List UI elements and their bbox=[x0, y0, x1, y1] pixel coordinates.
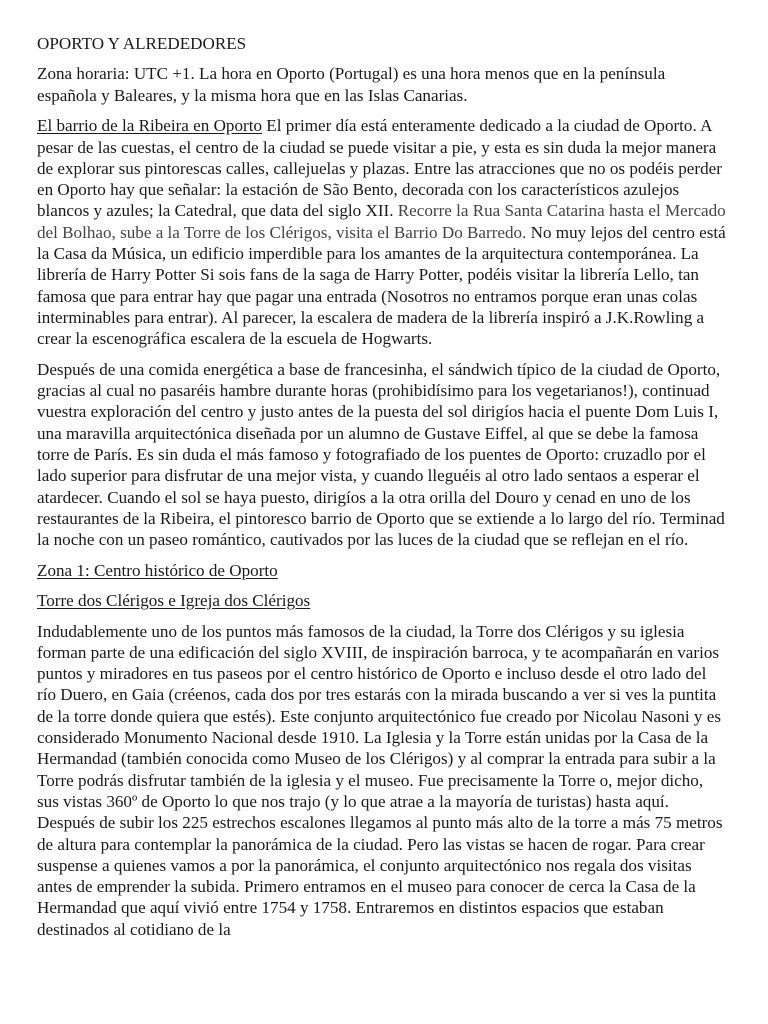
ribeira-paragraph bbox=[37, 115, 728, 349]
torre-heading-link[interactable]: Torre dos Clérigos e Igreja dos Clérigos bbox=[37, 591, 311, 611]
torre-body-paragraph: Indudablemente uno de los puntos más famosos de la ciudad, la Torre dos Clérigos y su iglesia forman parte de una edificación del siglo XVIII, de inspiración barroca, y te acompañarán en varios puntos y miradores en tus paseos por el centro histórico de Oporto e incluso desde el otro lado del río Duero, en Gaia (créenos, cada dos por tres estarás con la mirada buscando a ver si ves la puntita de la torre donde quiera que estés). Este conjunto arquitectónico fue creado por Nicolau Nasoni y es considerado Monumento Nacional desde 1910. La Iglesia y la Torre están unidas por la Casa de la Hermandad (también conocida como Museo de los Clérigos) y al comprar la entrada para subir a la Torre podrás disfrutar también de la iglesia y el museo. Fue precisamente la Torre o, mejor dicho, sus vistas 360º de Oporto lo que nos trajo (y lo que atrae a la mayoría de turistas) hasta aquí. Después de subir los 225 estrechos escalones llegamos al punto más alto de la torre a más 75 metros de altura para contemplar la panorámica de la ciudad. Pero las vistas se hacen de rogar. Para crear suspense a quienes vamos a por la panorámica, el conjunto arquitectónico nos regala dos visitas antes de emprender la subida. Primero entramos en el museo para conocer de cerca la Casa de la Hermandad que aquí vivió entre 1754 y 1758. Entraremos en distintos espacios que estaban destinados al cotidiano de la bbox=[37, 621, 723, 939]
document-title: OPORTO Y ALREDEDORES bbox=[37, 34, 247, 53]
timezone-paragraph: Zona horaria: UTC +1. La hora en Oporto (Portugal) es una hora menos que en la península española y Baleares, y la misma hora que en las Islas Canarias. bbox=[37, 64, 666, 105]
ribeira-text-after: No muy lejos del centro está la Casa da Música, un edificio imperdible para los amantes de la arquitectura contemporánea. La librería de Harry Potter Si sois fans de la saga de Harry Potter, podéis visitar la librería Lello, tan famosa que para entrar hay que pagar una entrada (Nosotros no entramos porque eran unas colas interminables para entrar). Al parecer, la escalera de madera de la librería inspiró a J.K.Rowling a crear la escenográfica escalera de la escuela de Hogwarts. bbox=[37, 222, 726, 349]
ribeira-link[interactable]: El barrio de la Ribeira en Oporto bbox=[37, 116, 262, 136]
zone-heading-link[interactable]: Zona 1: Centro histórico de Oporto bbox=[37, 560, 278, 580]
francesinha-paragraph: Después de una comida energética a base de francesinha, el sándwich típico de la ciudad de Oporto, gracias al cual no pasaréis hambre durante horas (prohibidísimo para los vegetarianos!), continuad vuestra exploración del centro y justo antes de la puesta del sol dirigíos hacia el puente Dom Luis I, una maravilla arquitectónica diseñada por un alumno de Gustave Eiffel, al que se debe la famosa torre de París. Es sin duda el más famoso y fotografiado de los puentes de Oporto: cruzadlo por el lado superior para disfrutar de una mejor vista, y cuando lleguéis al otro lado sentaos a esperar el atardecer. Cuando el sol se haya puesto, dirigíos a la otra orilla del Douro y cenad en uno de los restaurantes de la Ribeira, el pintoresco barrio de Oporto que se extiende a lo largo del río. Terminad la noche con un paseo romántico, cautivados por las luces de la ciudad que se reflejan en el río. bbox=[37, 359, 725, 550]
zone-heading-paragraph bbox=[37, 560, 728, 581]
torre-heading-paragraph bbox=[37, 590, 728, 611]
ribeira-text-before: El primer día está enteramente dedicado a la ciudad de Oporto. A pesar de las cuestas, el centro de la ciudad se puede visitar a pie, y esta es sin duda la mejor manera de explorar sus pintorescas calles, callejuelas y plazas. Entre las atracciones que no os podéis perder en Oporto hay que señalar: la estación de São Bento, decorada con los característicos azulejos blancos y azules; la Catedral, que data del siglo XII. bbox=[37, 116, 722, 221]
ribeira-highlight-text: Recorre la Rua Santa Catarina hasta el Mercado del Bolhao, sube a la Torre de los Clérigos, visita el Barrio Do Barredo. bbox=[37, 201, 726, 242]
